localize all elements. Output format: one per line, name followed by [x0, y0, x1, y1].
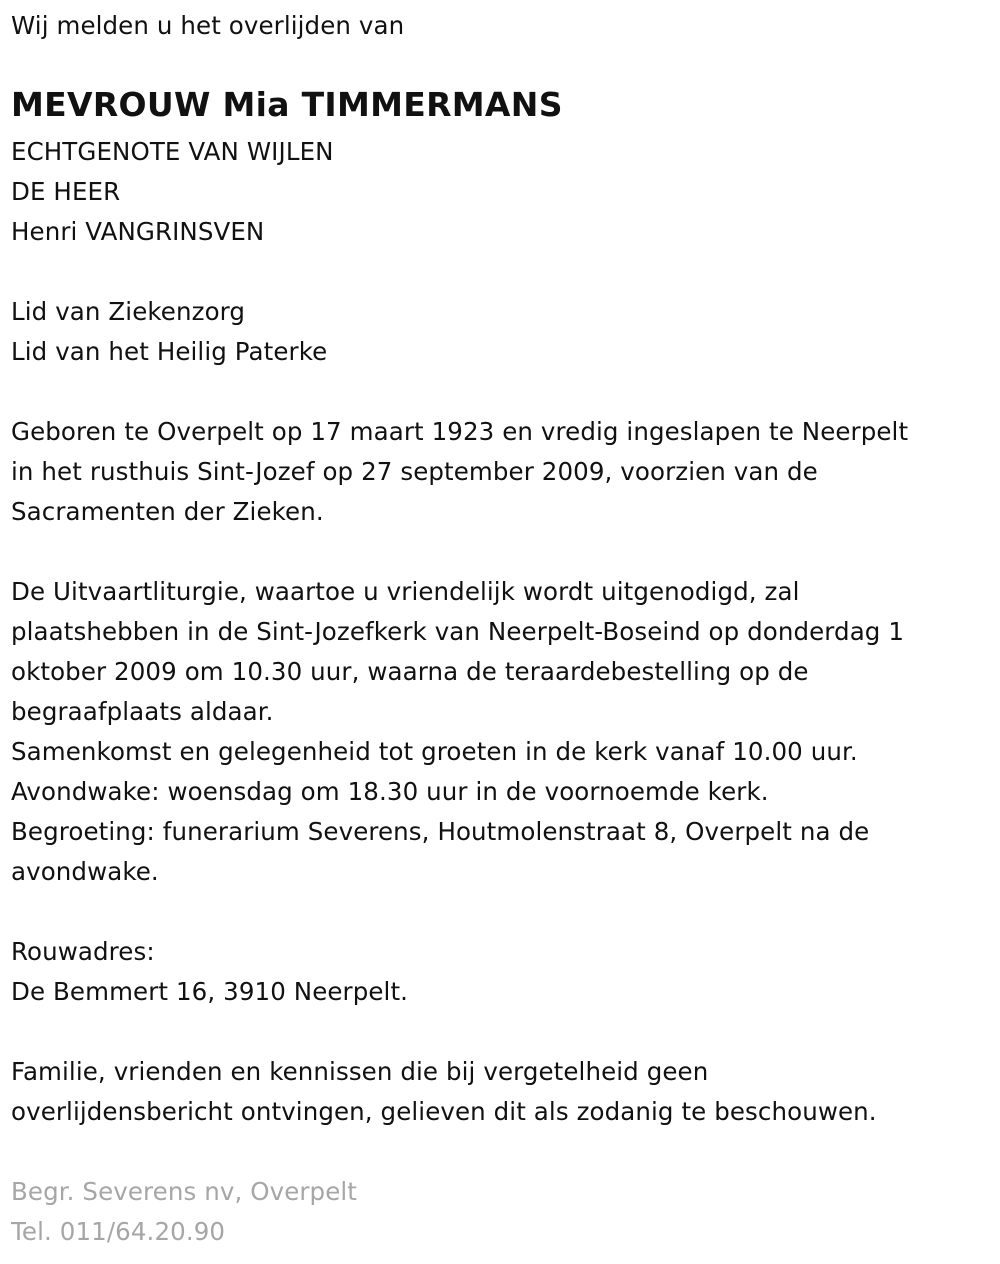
- funeral-line: avondwake.: [11, 857, 159, 886]
- birth-death-line: Geboren te Overpelt op 17 maart 1923 en vredig ingeslapen te Neerpelt: [11, 417, 909, 446]
- notice-line: Familie, vrienden en kennissen die bij vergetelheid geen: [11, 1057, 709, 1086]
- undertaker-footer: [11, 1172, 1000, 1252]
- funeral-line: oktober 2009 om 10.30 uur, waarna de teraardebestelling op de: [11, 657, 809, 686]
- birth-death-line: in het rusthuis Sint-Jozef op 27 september 2009, voorzien van de: [11, 457, 818, 486]
- relation-line: ECHTGENOTE VAN WIJLEN: [11, 137, 334, 166]
- funeral-line: begraafplaats aldaar.: [11, 697, 274, 726]
- spacer: [11, 1132, 1000, 1172]
- funeral-line: plaatshebben in de Sint-Jozefkerk van Neerpelt-Boseind op donderdag 1: [11, 617, 905, 646]
- birth-death-line: Sacramenten der Zieken.: [11, 497, 324, 526]
- undertaker-phone: Tel. 011/64.20.90: [11, 1217, 226, 1246]
- funeral-line: Samenkomst en gelegenheid tot groeten in de kerk vanaf 10.00 uur.: [11, 737, 858, 766]
- spacer: [11, 532, 1000, 572]
- funeral-line: Begroeting: funerarium Severens, Houtmolenstraat 8, Overpelt na de: [11, 817, 870, 846]
- spacer: [11, 1012, 1000, 1052]
- relation-line: DE HEER: [11, 177, 121, 206]
- funeral-line: De Uitvaartliturgie, waartoe u vriendelijk wordt uitgenodigd, zal: [11, 577, 800, 606]
- address-label: Rouwadres:: [11, 937, 155, 966]
- funeral-line: Avondwake: woensdag om 18.30 uur in de voornoemde kerk.: [11, 777, 769, 806]
- undertaker-name: Begr. Severens nv, Overpelt: [11, 1177, 357, 1206]
- relation-line: Henri VANGRINSVEN: [11, 217, 265, 246]
- intro-text: Wij melden u het overlijden van: [11, 11, 405, 40]
- spacer: [11, 372, 1000, 412]
- address-value: De Bemmert 16, 3910 Neerpelt.: [11, 977, 409, 1006]
- membership-line: Lid van Ziekenzorg: [11, 297, 246, 326]
- deceased-name: MEVROUW Mia TIMMERMANS: [11, 85, 563, 124]
- spacer: [11, 252, 1000, 292]
- membership-line: Lid van het Heilig Paterke: [11, 337, 328, 366]
- spacer: [11, 892, 1000, 932]
- notice-line: overlijdensbericht ontvingen, gelieven dit als zodanig te beschouwen.: [11, 1097, 877, 1126]
